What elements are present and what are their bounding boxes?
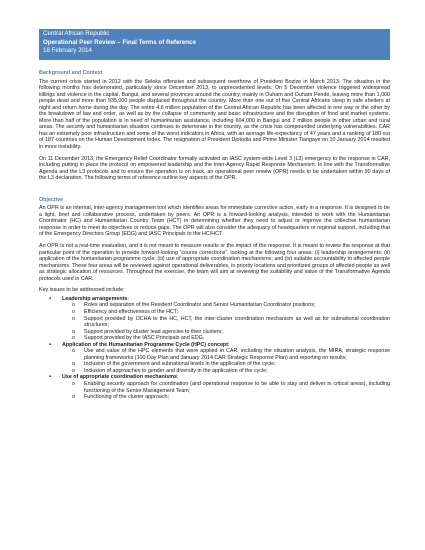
sub-item: o Inclusion of the government and subnational levels in the application of the cycle;	[72, 361, 390, 368]
background-heading: Background and Context	[39, 70, 103, 76]
sub-item: o Support provided by OCHA to the HC, HCT, the inter-cluster coordination mechanism as well as for subnational coordination structures;	[72, 316, 390, 329]
objective-heading: Objective	[39, 196, 64, 203]
sub-item: o Functioning of the cluster approach;	[72, 394, 390, 401]
background-paragraph: On 11 December 2013, the Emergency Relief Coordinator formally activated an IASC system-wide Level 3 (L3) emergency to the response in CAR, including putting in place the protocol on empowered leadership and the Inter-Agency Rapid Response Mechanism. In line with the Transformative Agenda and the L3 protocols and to ensure the operation is on track, an operational peer review (OPR) needs to be undertaken within 90 days of the L3 declaration. The following terms of reference outline key aspects of the OPR.	[39, 155, 390, 182]
sub-item: o Support provided by cluster lead agencies to their clusters;	[72, 329, 390, 336]
objective-paragraph: An OPR is not a real-time evaluation, and it is not meant to measure results or the impact of the response. It is meant to review the response at that particular point of the operation to provide forward-looking “course corrections”, looking at the following four areas: (i) leadership arrangements; (ii) application of the humanitarian programme cycle; (iii) use of appropriate coordination mechanisms; and (iv) suitable accountability to affected people mechanisms. These four areas will be reviewed against operational deliverables, in priority locations and prioritized groups of affected people as well as strategic allocation of resources. Throughout the exercise, the team will aim at reviewing the suitability and value of the Transformative Agenda protocols used in CAR.	[39, 243, 390, 282]
issue-item: ▪ Leadership arrangements: o Roles and separation of the Resident Coordinator and Senior Humanitarian Coordinator positions; o Efficiency and effectiveness of the HCT; o Support provided by OCHA to the HC, HCT, the inter-cluster coordination mechanism as well as for subnational coordination structures; o Support provided by cluster lead agencies to their clusters; o Support provided by the IASC Principals and EDG.	[49, 296, 390, 342]
sub-item: o Roles and separation of the Resident Coordinator and Senior Humanitarian Coordinator positions;	[72, 302, 390, 309]
header-country: Central African Republic	[43, 30, 110, 37]
issue-label: Application of the Humanitarian Programme Cycle (HPC) concept	[62, 341, 228, 348]
sub-item: o Efficiency and effectiveness of the HCT;	[72, 309, 390, 316]
sub-item: o Inclusion of approaches to gender and diversity in the application of the cycle;	[72, 368, 390, 375]
sub-list	[62, 348, 390, 374]
header-date: 18 February 2014	[43, 47, 92, 55]
issue-item: ▪ Use of appropriate coordination mechanisms: o Enabling security approach for coordination (and operational response to be able to stay and deliver in critical areas), including functioning of the Senior Management Team; o Functioning of the cluster approach;	[49, 374, 390, 400]
issue-label: Leadership arrangements	[62, 295, 128, 302]
sub-item: o Enabling security approach for coordination (and operational response to be able to stay and deliver in critical areas), including functioning of the Senior Management Team;	[72, 381, 390, 394]
sub-item: o Use and value of the HPC elements that were applied in CAR, including the situation analysis, the MIRA, strategic response planning frameworks (100 Day Plan and January 2014 CAR Strategic Response Plan) and reporting on results;	[72, 348, 390, 361]
sub-list	[62, 381, 390, 401]
issue-item: ▪ Application of the Humanitarian Programme Cycle (HPC) concept: o Use and value of the HPC elements that were applied in CAR, including the situation analysis, the MIRA, strategic response planning frameworks (100 Day Plan and January 2014 CAR Strategic Response Plan) and reporting on results; o Inclusion of the government and subnational levels in the application of the cycle; o Inclusion of approaches to gender and diversity in the application of the cycle;	[49, 342, 390, 375]
key-issues-list	[39, 296, 390, 401]
objective-paragraph: An OPR is an internal, inter-agency management tool which identifies areas for immediate corrective action, early in a response. It is designed to be a light, brief and collaborative process, undertaken by peers. An OPR is a forward-looking analysis, intended to work with the Humanitarian Coordinator (HC) and Humanitarian Country Team (HCT) in determining whether they need to adjust or improve the collective humanitarian response in order to meet its objectives or reduce gaps. The OPR will also consider the adequacy of headquarters or regional support, including that of the Emergency Directors Group (EDG) and IASC Principals to the HC/HCT.	[39, 205, 390, 238]
document-body	[39, 70, 390, 401]
issue-label: Use of appropriate coordination mechanisms	[62, 374, 177, 381]
sub-list	[62, 302, 390, 341]
key-issues-intro: Key issues to be addressed include:	[39, 287, 125, 294]
document-header	[39, 29, 390, 60]
header-title: Operational Peer Review – Final Terms of Reference	[43, 38, 196, 46]
sub-item: o Support provided by the IASC Principals and EDG.	[72, 335, 390, 342]
background-paragraph: The current crisis started in 2012 with the Seleka offensive and subsequent overthrow of President Bozize in March 2013. The situation in the following months has deteriorated, particularly since December 2013, to unprecedented levels. On 5 December violence triggered widespread killings and violence in the capital, Bangui, and several provinces around the country, mainly in Ouham and Ouham Pendé, leaving more than 1,000 people dead and more than 935,000 people displaced throughout the country. More than one out of five Central Africans sleep in safe shelters at night and return home during the day. The entire 4.6 million population of the Central African Republic has been affected in one way or the other by the breakdown of law and order, as well as by the collapse of community and basic infrastructure and the disruption of food and market systems. More than half of the population is in need of humanitarian assistance, including 604,000 in Bangui and 2 million people in other urban and rural areas. The security and humanitarian situation continues to deteriorate in the country, as the crisis has compounded underlying vulnerabilities. CAR has an extremely poor infrastructure and some of the worst indicators in Africa, with an average life-expectancy of 47 years and a ranking of 180 out of 187 countries on the Human Development Index. The resignation of President Djotodia and Prime Minister Tiangaye on 10 January 2014 resulted in more instability.	[39, 78, 390, 151]
